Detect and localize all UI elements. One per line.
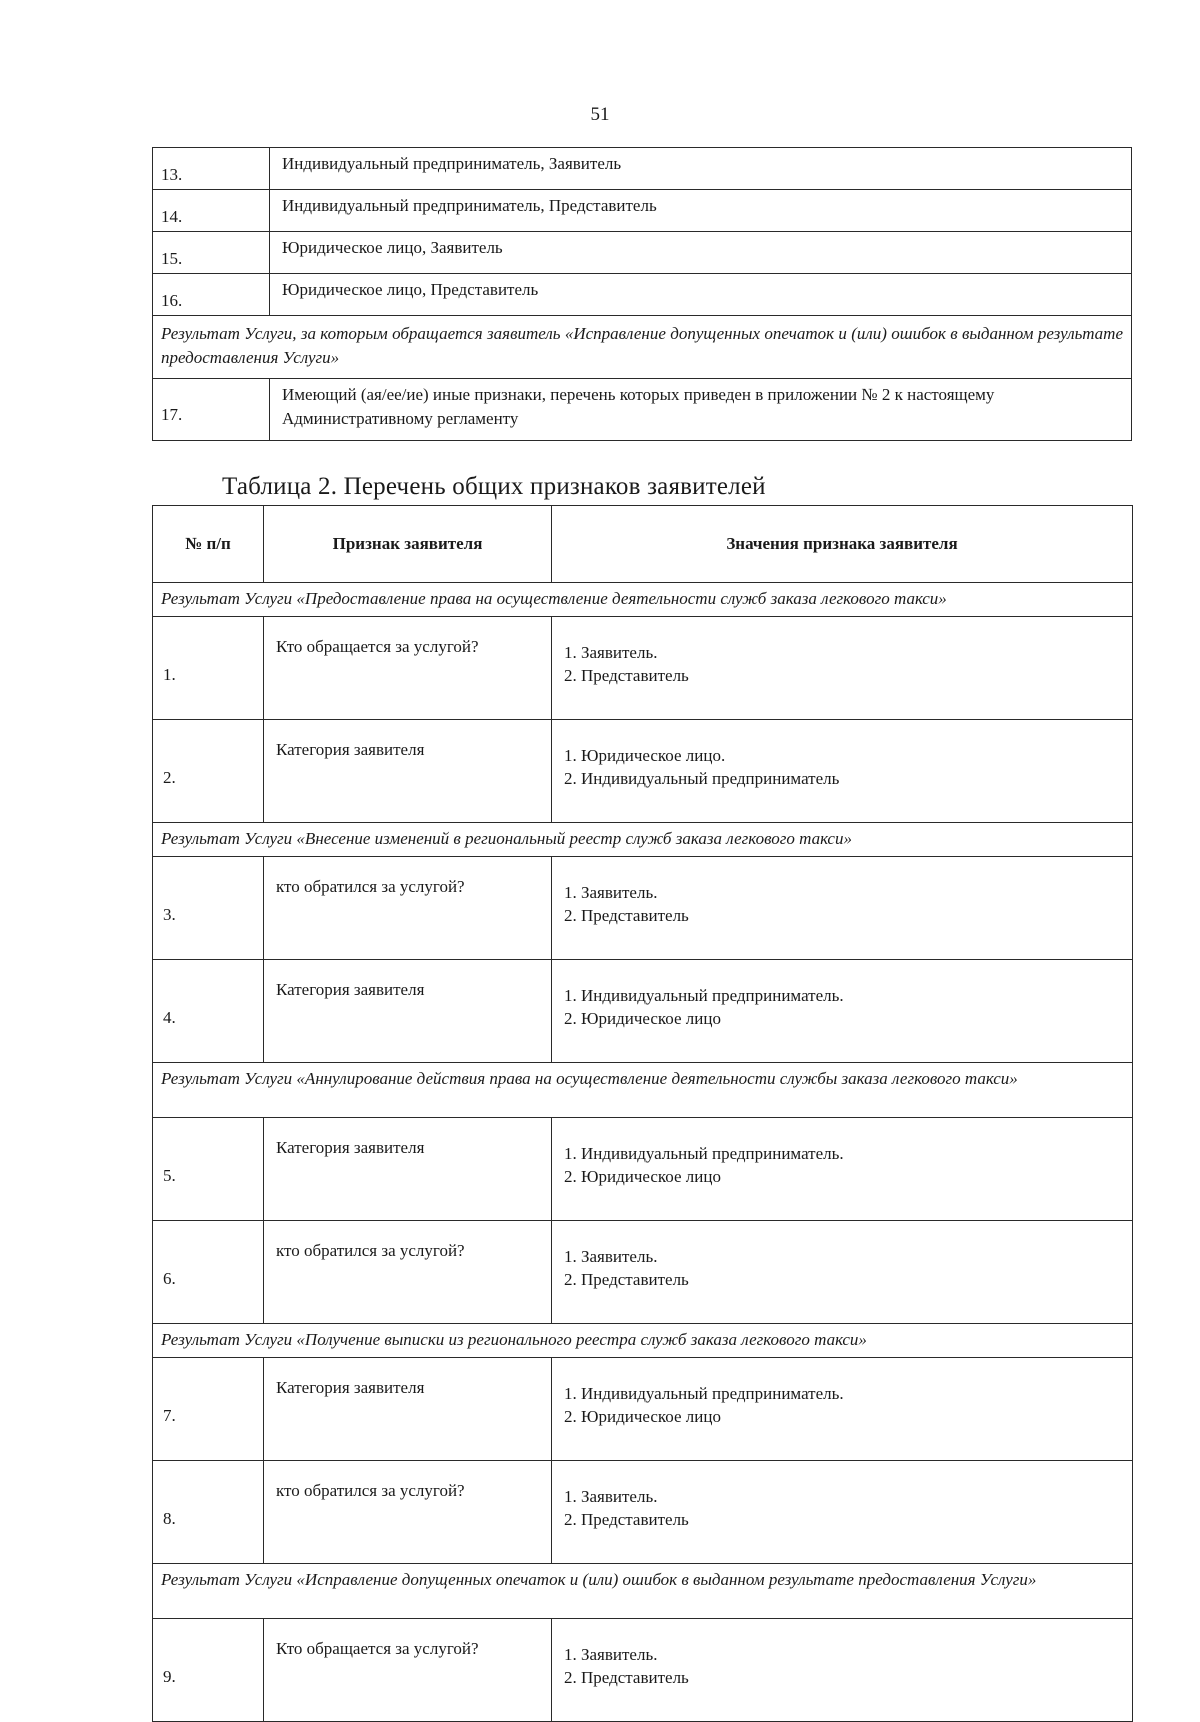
table-row bbox=[153, 857, 1133, 960]
table-row bbox=[153, 1461, 1133, 1564]
value-line: 2. Индивидуальный предприниматель bbox=[564, 769, 840, 788]
row-criterion: кто обратился за услугой? bbox=[264, 857, 552, 960]
value-line: 1. Индивидуальный предприниматель. bbox=[564, 986, 844, 1005]
group-row bbox=[153, 823, 1133, 857]
header-number: № п/п bbox=[153, 506, 264, 583]
group-heading: Результат Услуги, за которым обращается заявитель «Исправление допущенных опечаток и (или) ошибок в выданном результате предоставления Услуги» bbox=[153, 316, 1132, 379]
value-line: 1. Заявитель. bbox=[564, 643, 658, 662]
row-text: Имеющий (ая/ее/ие) иные признаки, перечень которых приведен в приложении № 2 к настоящему Административному регламенту bbox=[270, 379, 1132, 441]
row-number: 16. bbox=[153, 274, 270, 316]
value-line: 1. Заявитель. bbox=[564, 883, 658, 902]
row-criterion: Кто обращается за услугой? bbox=[264, 1619, 552, 1722]
table-row bbox=[153, 148, 1132, 190]
table-row bbox=[153, 190, 1132, 232]
row-criterion: кто обратился за услугой? bbox=[264, 1461, 552, 1564]
row-values bbox=[552, 1461, 1133, 1564]
group-row bbox=[153, 583, 1133, 617]
row-number: 17. bbox=[153, 379, 270, 441]
row-number: 1. bbox=[153, 617, 264, 720]
group-heading: Результат Услуги «Внесение изменений в региональный реестр служб заказа легкового такси» bbox=[153, 823, 1133, 857]
row-values bbox=[552, 617, 1133, 720]
group-heading: Результат Услуги «Получение выписки из регионального реестра служб заказа легкового такси» bbox=[153, 1324, 1133, 1358]
table-row bbox=[153, 1118, 1133, 1221]
row-criterion: Категория заявителя bbox=[264, 1118, 552, 1221]
row-number: 6. bbox=[153, 1221, 264, 1324]
row-criterion: Категория заявителя bbox=[264, 1358, 552, 1461]
row-number: 13. bbox=[153, 148, 270, 190]
row-number: 3. bbox=[153, 857, 264, 960]
value-line: 1. Индивидуальный предприниматель. bbox=[564, 1144, 844, 1163]
value-line: 1. Заявитель. bbox=[564, 1247, 658, 1266]
value-line: 2. Представитель bbox=[564, 1668, 689, 1687]
row-number: 7. bbox=[153, 1358, 264, 1461]
value-line: 2. Юридическое лицо bbox=[564, 1407, 721, 1426]
table-row bbox=[153, 1358, 1133, 1461]
table-row bbox=[153, 379, 1132, 441]
group-heading: Результат Услуги «Предоставление права на осуществление деятельности служб заказа легкового такси» bbox=[153, 583, 1133, 617]
row-number: 2. bbox=[153, 720, 264, 823]
group-heading: Результат Услуги «Исправление допущенных опечаток и (или) ошибок в выданном результате предоставления Услуги» bbox=[153, 1564, 1133, 1619]
value-line: 1. Заявитель. bbox=[564, 1645, 658, 1664]
table-row bbox=[153, 232, 1132, 274]
page-number: 51 bbox=[590, 104, 610, 125]
applicant-attributes-table bbox=[152, 505, 1133, 1722]
group-row bbox=[153, 1063, 1133, 1118]
row-criterion: Категория заявителя bbox=[264, 720, 552, 823]
table-row bbox=[153, 1221, 1133, 1324]
row-criterion: Кто обращается за услугой? bbox=[264, 617, 552, 720]
row-number: 8. bbox=[153, 1461, 264, 1564]
row-number: 4. bbox=[153, 960, 264, 1063]
table-row bbox=[153, 720, 1133, 823]
group-heading: Результат Услуги «Аннулирование действия права на осуществление деятельности службы заказа легкового такси» bbox=[153, 1063, 1133, 1118]
value-line: 2. Представитель bbox=[564, 666, 689, 685]
table-row bbox=[153, 274, 1132, 316]
table-row bbox=[153, 1619, 1133, 1722]
table-row bbox=[153, 960, 1133, 1063]
group-row bbox=[153, 1324, 1133, 1358]
table-title: Таблица 2. Перечень общих признаков заявителей bbox=[222, 473, 766, 500]
value-line: 2. Юридическое лицо bbox=[564, 1009, 721, 1028]
header-row bbox=[153, 506, 1133, 583]
row-values bbox=[552, 1358, 1133, 1461]
row-number: 15. bbox=[153, 232, 270, 274]
row-text: Юридическое лицо, Представитель bbox=[270, 274, 1132, 316]
group-row bbox=[153, 1564, 1133, 1619]
row-criterion: кто обратился за услугой? bbox=[264, 1221, 552, 1324]
value-line: 1. Заявитель. bbox=[564, 1487, 658, 1506]
value-line: 2. Представитель bbox=[564, 1510, 689, 1529]
group-row bbox=[153, 316, 1132, 379]
row-values bbox=[552, 1619, 1133, 1722]
applicant-variants-table bbox=[152, 147, 1132, 441]
row-number: 5. bbox=[153, 1118, 264, 1221]
table-row bbox=[153, 617, 1133, 720]
row-number: 9. bbox=[153, 1619, 264, 1722]
row-values bbox=[552, 960, 1133, 1063]
row-values bbox=[552, 857, 1133, 960]
row-values bbox=[552, 1118, 1133, 1221]
value-line: 1. Индивидуальный предприниматель. bbox=[564, 1384, 844, 1403]
value-line: 2. Представитель bbox=[564, 906, 689, 925]
header-values: Значения признака заявителя bbox=[552, 506, 1133, 583]
row-number: 14. bbox=[153, 190, 270, 232]
row-text: Индивидуальный предприниматель, Заявитель bbox=[270, 148, 1132, 190]
value-line: 1. Юридическое лицо. bbox=[564, 746, 726, 765]
value-line: 2. Юридическое лицо bbox=[564, 1167, 721, 1186]
row-text: Юридическое лицо, Заявитель bbox=[270, 232, 1132, 274]
row-values bbox=[552, 720, 1133, 823]
header-criterion: Признак заявителя bbox=[264, 506, 552, 583]
row-criterion: Категория заявителя bbox=[264, 960, 552, 1063]
value-line: 2. Представитель bbox=[564, 1270, 689, 1289]
row-values bbox=[552, 1221, 1133, 1324]
row-text: Индивидуальный предприниматель, Представитель bbox=[270, 190, 1132, 232]
